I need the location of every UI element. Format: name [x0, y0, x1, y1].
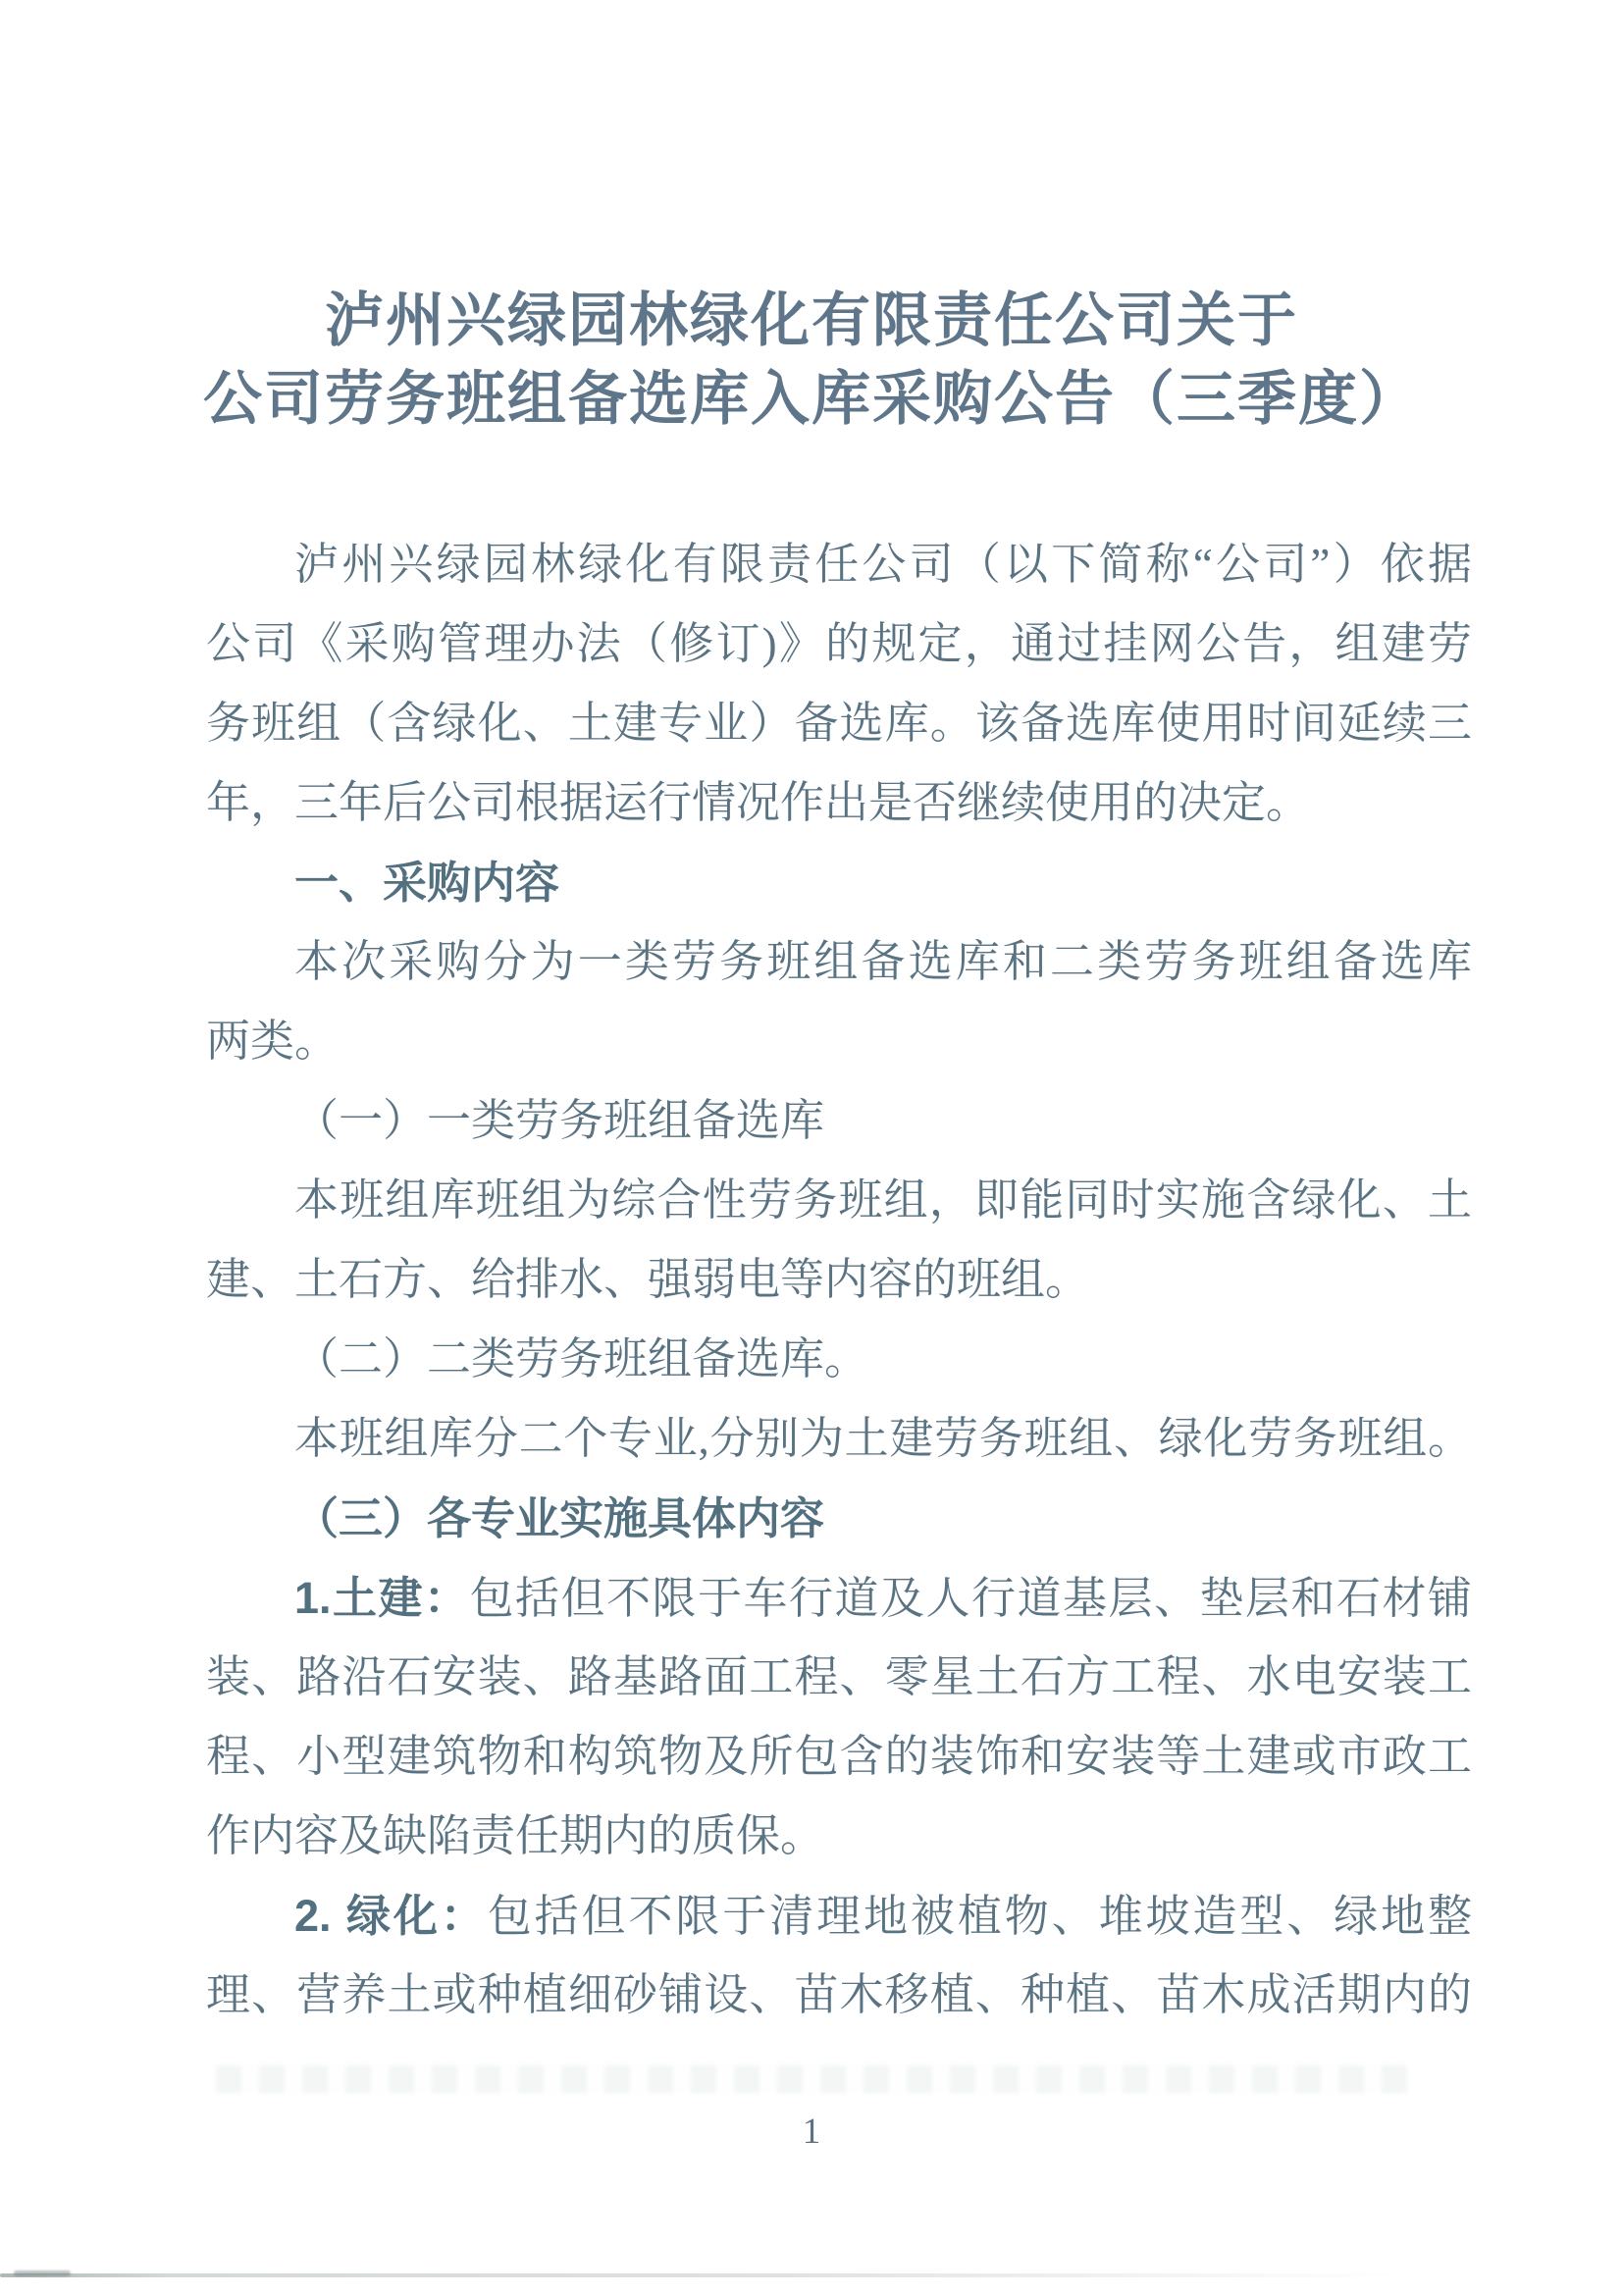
body-line: 本班组库班组为综合性劳务班组，即能同时实施含绿化、土 — [294, 1175, 1472, 1225]
body-line: 作内容及缺陷责任期内的质保。 — [206, 1811, 825, 1860]
subsection-heading-3: （三）各专业实施具体内容 — [294, 1493, 825, 1543]
title-line-1: 泸州兴绿园林绿化有限责任公司关于 — [325, 287, 1298, 353]
body-line — [206, 1558, 1472, 1638]
document-title — [0, 282, 1623, 439]
body-line: 两类。 — [206, 1017, 340, 1066]
body-line: 装、路沿石安装、路基路面工程、零星土石方工程、水电安装工 — [206, 1652, 1472, 1701]
subsection-heading-2: （二）二类劳务班组备选库。 — [294, 1334, 869, 1383]
body-line: 年，三年后公司根据运行情况作出是否继续使用的决定。 — [206, 778, 1311, 827]
body-line: 公司《采购管理办法（修订)》的规定，通过挂网公告，组建劳 — [206, 619, 1472, 668]
body-line: 务班组（含绿化、土建专业）备选库。该备选库使用时间延续三 — [206, 699, 1472, 748]
body-line: 本班组库分二个专业,分别为土建劳务班组、绿化劳务班组。 — [294, 1414, 1472, 1463]
title-line-2: 公司劳务班组备选库入库采购公告（三季度） — [203, 366, 1420, 432]
body-line: 理、营养土或种植细砂铺设、苗木移植、种植、苗木成活期内的 — [206, 1970, 1472, 2019]
list-item-label: 1.土建： — [294, 1573, 470, 1623]
ink-bleed-ghost-line — [216, 2065, 1408, 2093]
subsection-heading-1: （一）一类劳务班组备选库 — [294, 1096, 825, 1145]
document-body — [206, 525, 1472, 2035]
list-item-label: 2. 绿化： — [294, 1891, 488, 1941]
body-line-text: 包括但不限于清理地被植物、堆坡造型、绿地整 — [487, 1892, 1472, 1941]
body-line: 程、小型建筑物和构筑物及所包含的装饰和安装等土建或市政工 — [206, 1732, 1472, 1781]
body-line: 本次采购分为一类劳务班组备选库和二类劳务班组备选库 — [294, 937, 1472, 986]
body-line: 建、土石方、给排水、强弱电等内容的班组。 — [206, 1255, 1090, 1304]
scan-artifact-blob — [14, 2270, 71, 2276]
body-line-text: 包括但不限于车行道及人行道基层、垫层和石材铺 — [469, 1574, 1472, 1623]
page-number: 1 — [802, 2112, 821, 2152]
section-heading-1: 一、采购内容 — [294, 858, 560, 908]
body-line: 泸州兴绿园林绿化有限责任公司（以下简称“公司”）依据 — [294, 540, 1472, 589]
body-line — [206, 1876, 1472, 1956]
scan-artifact-line — [0, 2273, 1403, 2277]
